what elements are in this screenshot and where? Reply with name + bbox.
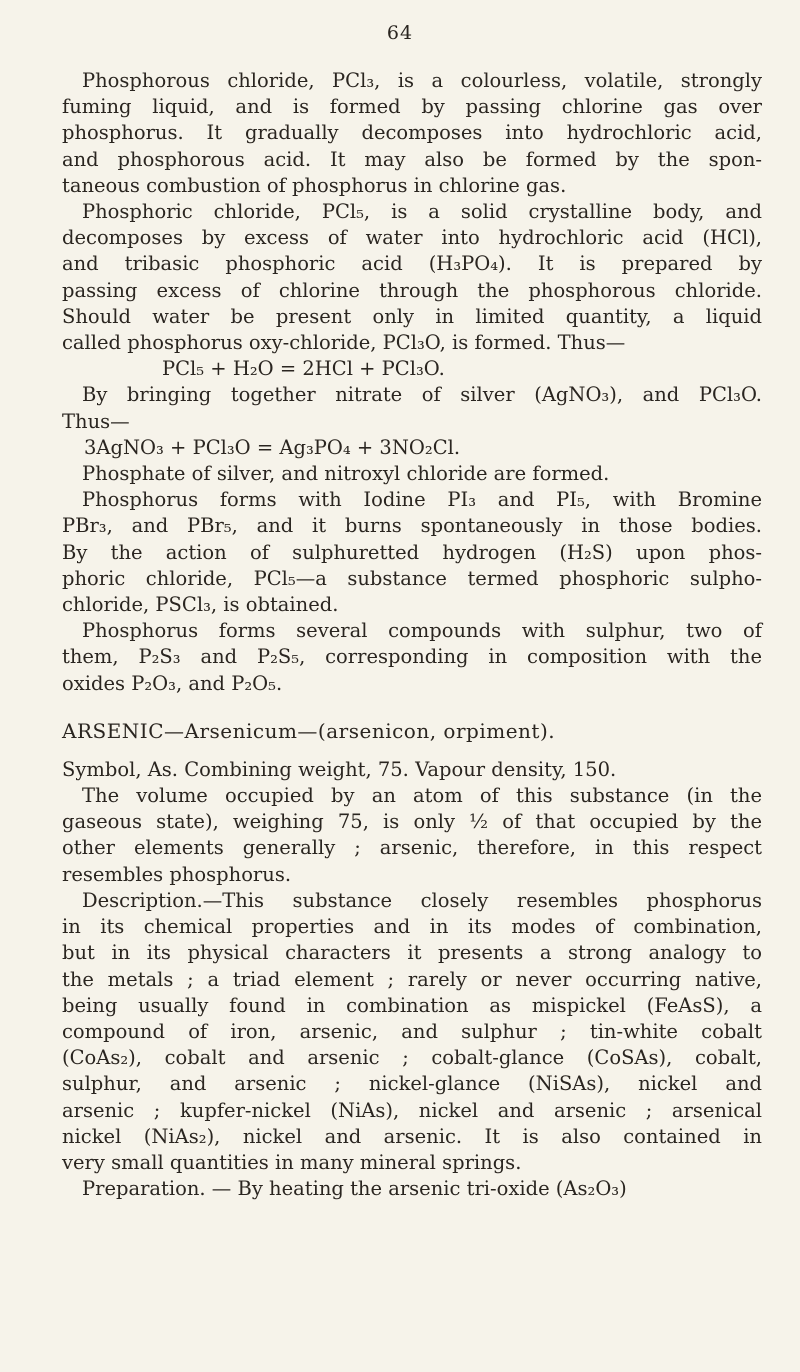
text-line: resembles phosphorus. (62, 862, 292, 886)
text-line: Phosphorous chloride, PCl₃, is a colourless, volatile, strongly (82, 69, 762, 92)
text-line: decomposes by excess of water into hydrochloric acid (HCl), (62, 226, 762, 250)
text-line: gaseous state), weighing 75, is only ½ of that occupied by the (62, 810, 762, 834)
paragraph-preparation (62, 1176, 762, 1202)
text-line: very small quantities in many mineral springs. (62, 1150, 522, 1174)
text-line: nickel (NiAs₂), nickel and arsenic. It is also contained in (62, 1124, 762, 1148)
text-line: being usually found in combination as mispickel (FeAsS), a (62, 993, 762, 1017)
text-line: and tribasic phosphoric acid (H₃PO₄). It is prepared by (62, 252, 762, 276)
text-line: By the action of sulphuretted hydrogen (H₂S) upon phos- (62, 540, 762, 564)
text-line: Preparation. — By heating the arsenic tri-oxide (As₂O₃) (82, 1177, 627, 1201)
text-line: the metals ; a triad element ; rarely or never occurring native, (62, 967, 762, 991)
text-line: other elements generally ; arsenic, therefore, in this respect (62, 836, 762, 860)
text-line: them, P₂S₃ and P₂S₅, corresponding in composition with the (62, 645, 762, 669)
text-line: fuming liquid, and is formed by passing chlorine gas over (62, 95, 762, 119)
paragraph-phosphoric-chloride (62, 199, 762, 356)
paragraph-silver-nitrate (62, 382, 762, 434)
text-line: Phosphate of silver, and nitroxyl chloride are formed. (82, 462, 610, 486)
text-line: phoric chloride, PCl₅—a substance termed phosphoric sulpho- (62, 566, 762, 590)
chemical-equation: PCl₅ + H₂O = 2HCl + PCl₃O. (162, 357, 445, 381)
text-line: Phosphorus forms with Iodine PI₃ and PI₅, with Bromine (82, 488, 762, 512)
text-line: oxides P₂O₃, and P₂O₅. (62, 671, 283, 695)
chemical-equation: 3AgNO₃ + PCl₃O = Ag₃PO₄ + 3NO₂Cl. (84, 435, 461, 459)
paragraph-description (62, 888, 762, 1176)
text-line: compound of iron, arsenic, and sulphur ; tin-white cobalt (62, 1019, 762, 1043)
text-line: phosphorus. It gradually decomposes into hydrochloric acid, (62, 121, 762, 145)
text-line: sulphur, and arsenic ; nickel-glance (NiSAs), nickel and (62, 1072, 762, 1096)
text-line: Phosphorus forms several compounds with sulphur, two of (82, 619, 762, 643)
paragraph-phosphate-of-silver (62, 461, 762, 487)
text-line: chloride, PSCl₃, is obtained. (62, 593, 339, 617)
page-body (62, 68, 762, 1202)
text-line: By bringing together nitrate of silver (AgNO₃), and PCl₃O. (82, 383, 762, 407)
text-line: Symbol, As. Combining weight, 75. Vapour density, 150. (62, 757, 617, 781)
page-number: 64 (386, 22, 414, 44)
text-line: in its chemical properties and in its modes of combination, (62, 915, 762, 939)
paragraph-sulphur-compounds (62, 618, 762, 697)
paragraph-iodine-bromine (62, 487, 762, 618)
text-line: but in its physical characters it presents a strong analogy to (62, 941, 762, 965)
text-line: (CoAs₂), cobalt and arsenic ; cobalt-glance (CoSAs), cobalt, (62, 1046, 762, 1070)
text-line: Thus— (62, 409, 130, 433)
text-line: arsenic ; kupfer-nickel (NiAs), nickel and arsenic ; arsenical (62, 1098, 762, 1122)
text-line: Phosphoric chloride, PCl₅, is a solid crystalline body, and (82, 200, 762, 224)
text-line: and phosphorous acid. It may also be formed by the spon- (62, 147, 762, 171)
paragraph-volume (62, 783, 762, 888)
text-line: called phosphorus oxy-chloride, PCl₃O, is formed. Thus— (62, 331, 626, 355)
text-line: Description.—This substance closely resembles phosphorus (82, 888, 762, 912)
paragraph-symbol (62, 757, 762, 783)
section-heading-arsenic: ARSENIC—Arsenicum—(arsenicon, orpiment). (62, 718, 556, 743)
text-line: taneous combustion of phosphorus in chlorine gas. (62, 173, 567, 197)
text-line: passing excess of chlorine through the phosphorous chloride. (62, 278, 762, 302)
paragraph-phosphorous-chloride (62, 68, 762, 199)
text-line: Should water be present only in limited quantity, a liquid (62, 304, 762, 328)
text-line: The volume occupied by an atom of this substance (in the (82, 784, 762, 808)
text-line: PBr₃, and PBr₅, and it burns spontaneously in those bodies. (62, 514, 762, 538)
